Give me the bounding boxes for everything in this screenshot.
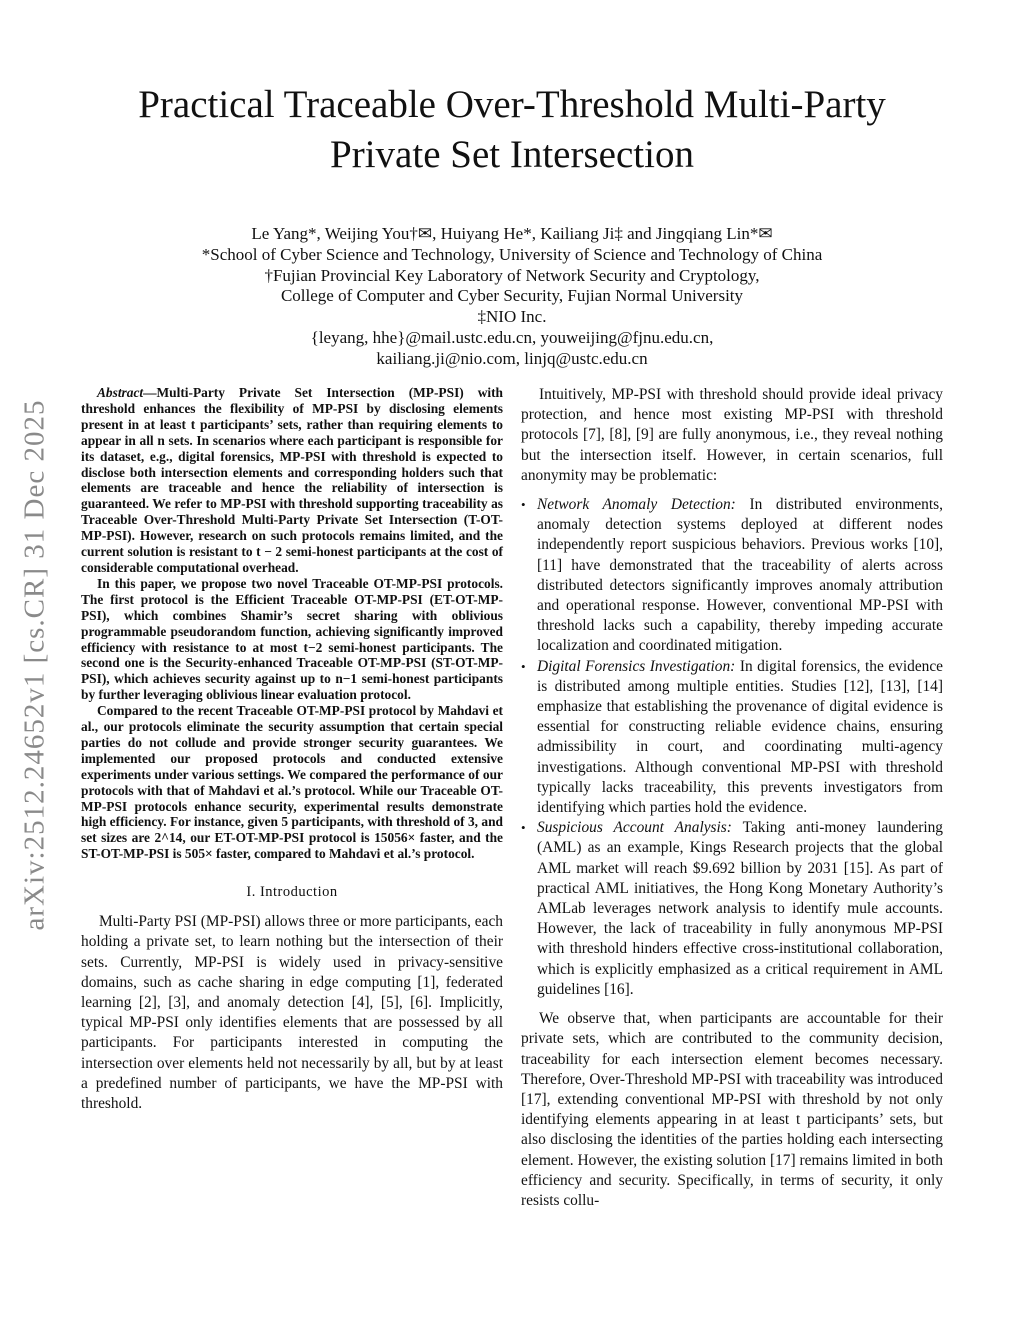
- list-item-text: In digital forensics, the evidence is distributed among multiple entities. Studies [12], [13], [14] emphasize that establishing the provenance of digital evidence is essential for constructing reliable evidence chains, ensuring admissibility in court, and coordinating multi-agency investigations. Although conventional MP-PSI with threshold typically lacks traceability, this prevents investigators from identifying which parties hold the evidence.: [537, 657, 944, 817]
- abstract-paragraph-1: [81, 385, 503, 576]
- introduction-body: [81, 912, 503, 1114]
- left-column: [81, 385, 503, 1114]
- list-item: [521, 657, 943, 819]
- email-line: kailiang.ji@nio.com, linjq@ustc.edu.cn: [376, 348, 648, 368]
- right-column: [521, 385, 943, 1211]
- author-block: [80, 224, 944, 370]
- bullet-icon: •: [521, 820, 526, 836]
- abstract-paragraph-3: Compared to the recent Traceable OT-MP-PSI protocol by Mahdavi et al., our protocols eliminate the security assumption that certain special parties do not collude and provide stronger security guarantees. We implemented our proposed protocols and conducted extensive experiments under various settings. We compared the performance of our protocols with that of Mahdavi et al.’s protocol. While our Traceable OT-MP-PSI protocols enhance security, experimental results demonstrate high efficiency. For instance, given 5 participants, with threshold of 3, and set sizes are 2^14, our ET-OT-MP-PSI protocol is 15056× faster, and the ST-OT-MP-PSI is 505× faster, compared to Mahdavi et al.’s protocol.: [81, 703, 503, 862]
- affiliation-line: *School of Cyber Science and Technology, University of Science and Technology of China: [201, 244, 823, 264]
- list-item-text: In distributed environments, anomaly detection systems deployed at different nodes independently report suspicious behaviors. Previous works [10], [11] have demonstrated that the traceability of alerts across distributed detectors significantly improves anomaly attribution and operational response. However, conventional MP-PSI with threshold lacks such a capability, thereby impeding accurate localization and coordinated mitigation.: [537, 496, 943, 655]
- section-heading-introduction: I. Introduction: [246, 884, 338, 901]
- right-paragraph-1: Intuitively, MP-PSI with threshold should provide ideal privacy protection, and hence most existing MP-PSI with threshold protocols [7], [8], [9] are fully anonymous, i.e., they reveal nothing but the intersection itself. However, in certain scenarios, full anonymity may be problematic:: [521, 386, 943, 484]
- affiliation-line: College of Computer and Cyber Security, Fujian Normal University: [280, 286, 744, 306]
- arxiv-sidebar: [10, 370, 60, 960]
- abstract: [81, 385, 503, 862]
- bullet-icon: •: [521, 497, 526, 513]
- introduction-paragraph-1: Multi-Party PSI (MP-PSI) allows three or more participants, each holding a private set, to learn nothing but the intersection of their sets. Currently, MP-PSI is widely used in privacy-sensitive domains, such as cache sharing in edge computing [1], federated learning [2], [3], and anomaly detection [4], [5], [6]. Implicitly, typical MP-PSI only identifies elements that are possessed by all participants. For participants interested in computing the intersection over elements held not necessarily by all, but by at least a predefined number of participants, we have the MP-PSI with threshold.: [81, 913, 503, 1113]
- title-line-1: Practical Traceable Over-Threshold Multi-Party: [138, 83, 886, 126]
- abstract-label: Abstract: [97, 385, 144, 400]
- right-column-body: [521, 385, 943, 1211]
- list-item-text: Taking anti-money laundering (AML) as an example, Kings Research projects that the global AML market will reach $9.692 billion by 2031 [15]. As part of practical AML initiatives, the Hong Kong Monetary Authority’s AMLab leverages network analysis to identify mule accounts. However, the lack of traceability in fully anonymous MP-PSI with threshold hinders effective cross-institutional collaboration, which is explicitly emphasized as a critical requirement in AML guidelines [16].: [537, 819, 943, 998]
- list-item: [521, 495, 943, 657]
- arxiv-identifier: arXiv:2512.24652v1 [cs.CR] 31 Dec 2025: [18, 399, 51, 931]
- list-item: [521, 818, 943, 1000]
- paper-title: [80, 80, 944, 180]
- list-item-lead: Suspicious Account Analysis:: [537, 819, 732, 837]
- affiliation-line: †Fujian Provincial Key Laboratory of Network Security and Cryptology,: [264, 265, 760, 285]
- list-item-lead: Digital Forensics Investigation:: [537, 657, 736, 675]
- right-paragraph-2: We observe that, when participants are accountable for their private sets, which are contributed to the community decision, traceability for each intersection element becomes necessary. Therefore, Over-Threshold MP-PSI with traceability was introduced [17], extending conventional MP-PSI with threshold by not only identifying elements appearing in at least t participants’ sets, but also disclosing the identities of the parties holding each intersecting element. However, the existing solution [17] remains limited in both efficiency and security. Specifically, in terms of security, it only resists collu-: [521, 1010, 943, 1209]
- paper-header: [80, 80, 944, 370]
- abstract-paragraph-2: In this paper, we propose two novel Traceable OT-MP-PSI protocols. The first protocol is the Efficient Traceable OT-MP-PSI (ET-OT-MP-PSI), which combines Shamir’s secret sharing with oblivious programmable pseudorandom function, achieving significantly improved efficiency with resistance to at most t−2 semi-honest participants. The second one is the Security-enhanced Traceable OT-MP-PSI (ST-OT-MP-PSI), which achieves security against up to n−1 semi-honest participants by further leveraging oblivious linear evaluation protocol.: [81, 575, 503, 703]
- bullet-icon: •: [521, 658, 526, 674]
- email-line: {leyang, hhe}@mail.ustc.edu.cn, youweijing@fjnu.edu.cn,: [310, 327, 714, 347]
- title-line-2: Private Set Intersection: [330, 133, 694, 176]
- list-item-lead: Network Anomaly Detection:: [537, 496, 736, 514]
- author-names: Le Yang*, Weijing You†✉, Huiyang He*, Kailiang Ji‡ and Jingqiang Lin*✉: [251, 224, 773, 243]
- scenario-list: [521, 495, 943, 1000]
- abstract-text-1: —Multi-Party Private Set Intersection (MP-PSI) with threshold enhances the flexibility of MP-PSI by disclosing elements present in at least t participants’ sets, rather than requiring elements to appear in all n sets. In scenarios where each participant is responsible for its dataset, e.g., digital forensics, MP-PSI with threshold is expected to disclose both intersection elements and corresponding holders such that elements are traceable and hence the reliability of intersection is guaranteed. We refer to MP-PSI with threshold supporting traceability as Traceable Over-Threshold Multi-Party Private Set Intersection (T-OT-MP-PSI). However, research on such protocols remains limited, and the current solution is resistant to t − 2 semi-honest participants at the cost of considerable computational overhead.: [81, 385, 503, 575]
- affiliation-line: ‡NIO Inc.: [477, 307, 547, 327]
